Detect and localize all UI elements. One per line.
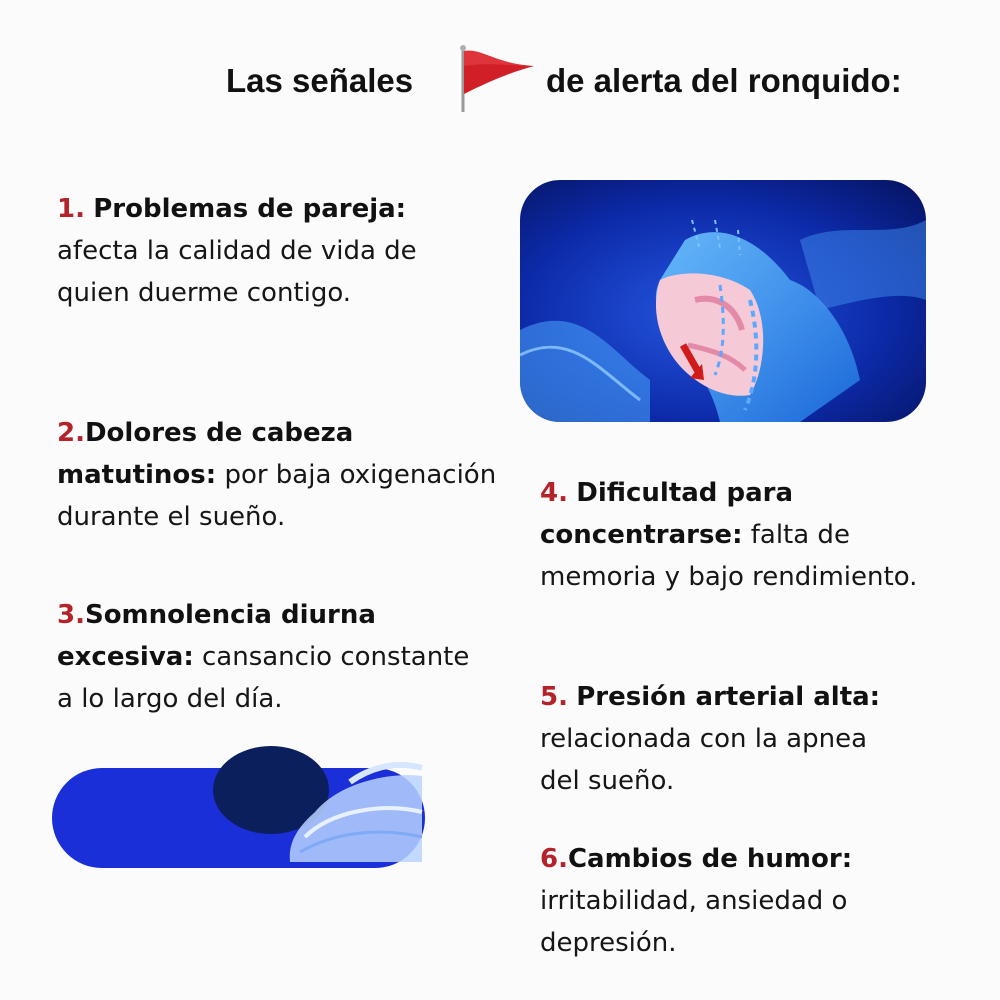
item-number: 1. [57, 194, 85, 224]
item-number: 4. [540, 478, 568, 508]
item-description: falta de memoria y bajo rendimiento. [540, 520, 918, 592]
mouthguard-product-image [50, 742, 425, 880]
warning-item-1 [57, 188, 437, 314]
item-number: 2. [57, 418, 85, 448]
item-heading: Dificultad para concentrarse: [540, 478, 793, 550]
item-description: relacionada con la apnea del sueño. [540, 724, 868, 796]
warning-item-5 [540, 676, 910, 802]
warning-item-2 [57, 412, 497, 538]
item-heading: Somnolencia diurna excesiva: [57, 600, 376, 672]
warning-item-6 [540, 838, 960, 964]
item-heading: Dolores de cabeza matutinos: [57, 418, 354, 490]
item-heading: Problemas de pareja: [93, 194, 407, 224]
item-description: irritabilidad, ansiedad o depresión. [540, 886, 848, 958]
title-part-2: de alerta del ronquido: [546, 62, 902, 99]
warning-item-4 [540, 472, 960, 598]
item-heading: Cambios de humor: [567, 844, 853, 874]
item-number: 3. [57, 600, 85, 630]
item-number: 6. [540, 844, 568, 874]
item-description: por baja oxigenación durante el sueño. [57, 460, 497, 532]
item-number: 5. [540, 682, 568, 712]
warning-item-3 [57, 594, 487, 720]
item-description: afecta la calidad de vida de quien duerme contigo. [57, 236, 417, 308]
title-part-1: Las señales [226, 62, 414, 99]
red-flag-icon [452, 42, 542, 114]
snoring-airway-illustration [520, 180, 926, 422]
item-heading: Presión arterial alta: [576, 682, 881, 712]
item-description: cansancio constante a lo largo del día. [57, 642, 470, 714]
